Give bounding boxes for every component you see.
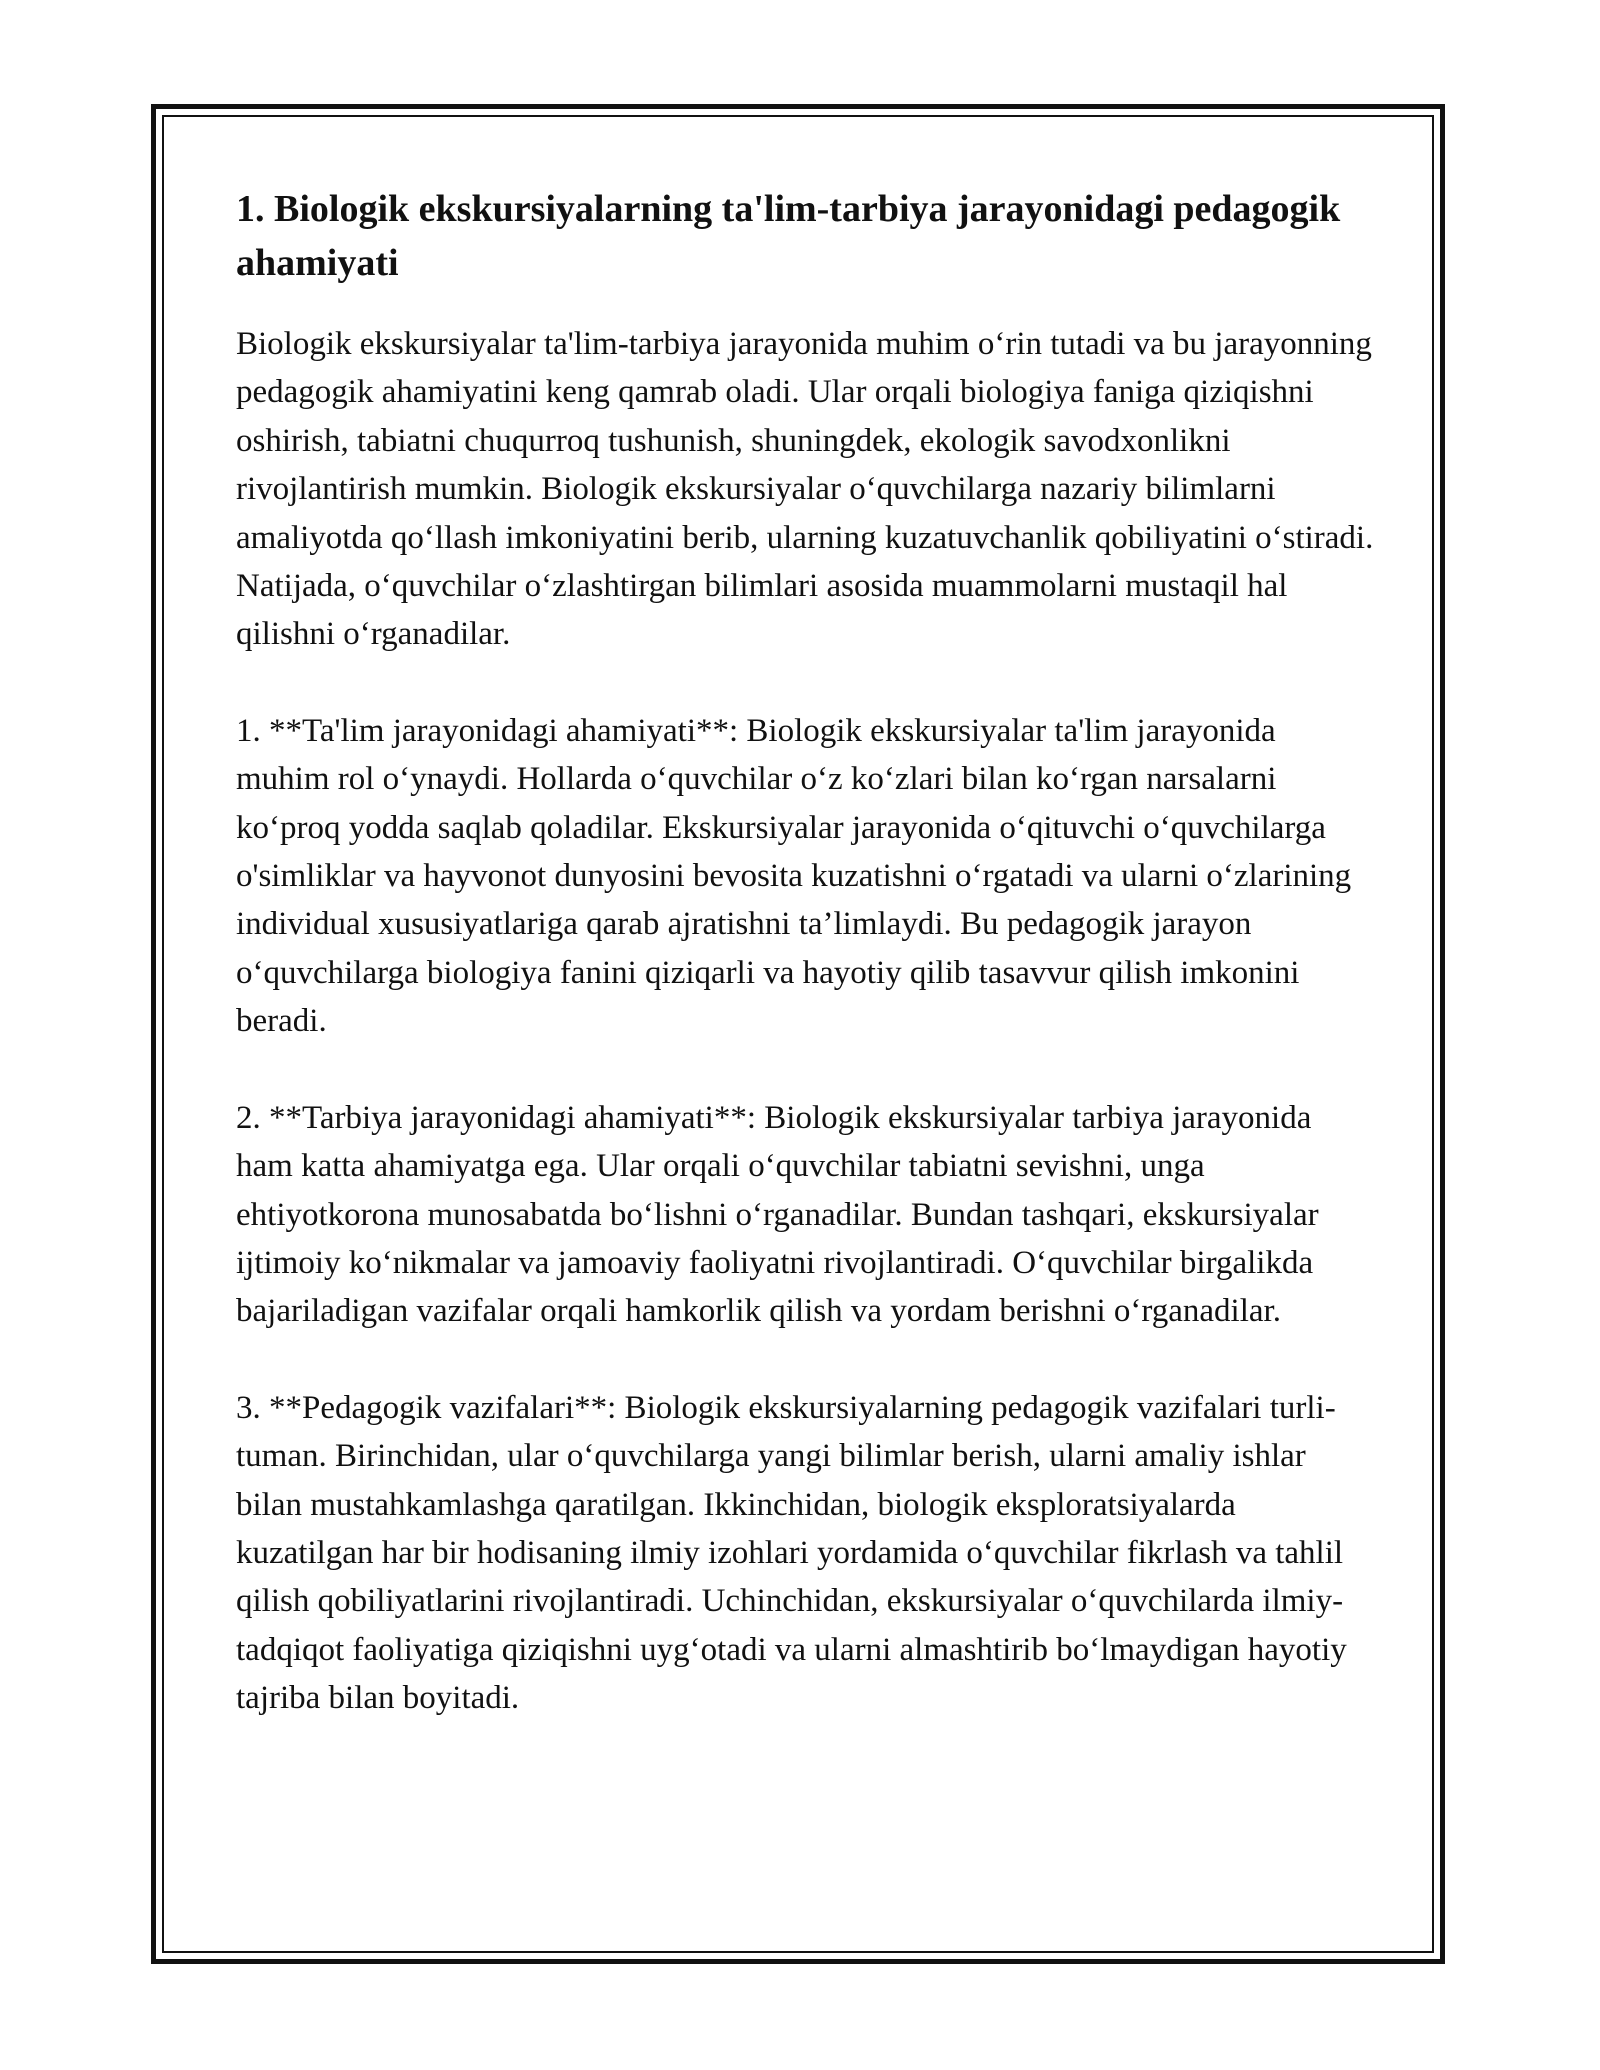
document-body: [236, 182, 1376, 1723]
paragraph-pedagogical-tasks: 3. **Pedagogik vazifalari**: Biologik ekskursiyalarning pedagogik vazifalari turli-tuman. Birinchidan, ular o‘quvchilarga yangi bilimlar berish, ularni amaliy ishlar bilan mustahkamlashga qaratilgan. Ikkinchidan, biologik eksploratsiyalarda kuzatilgan har bir hodisaning ilmiy izohlari yordamida o‘quvchilar fikrlash va tahlil qilish qobiliyatlarini rivojlantiradi. Uchinchidan, ekskursiyalar o‘quvchilarda ilmiy-tadqiqot faoliyatiga qiziqishni uyg‘otadi va ularni almashtirib bo‘lmaydigan hayotiy tajriba bilan boyitadi.: [236, 1389, 1347, 1717]
section-heading: 1. Biologik ekskursiyalarning ta'lim-tarbiya jarayonidagi pedagogik ahamiyati: [236, 188, 1341, 284]
paragraph-upbringing-importance: 2. **Tarbiya jarayonidagi ahamiyati**: Biologik ekskursiyalar tarbiya jarayonida ham katta ahamiyatga ega. Ular orqali o‘quvchilar tabiatni sevishni, unga ehtiyotkorona munosabatda bo‘lishni o‘rganadilar. Bundan tashqari, ekskursiyalar ijtimoiy ko‘nikmalar va jamoaviy faoliyatni rivojlantiradi. O‘quvchilar birgalikda bajariladigan vazifalar orqali hamkorlik qilish va yordam berishni o‘rganadilar.: [236, 1099, 1319, 1330]
paragraph-education-importance: 1. **Ta'lim jarayonidagi ahamiyati**: Biologik ekskursiyalar ta'lim jarayonida muhim rol o‘ynaydi. Hollarda o‘quvchilar o‘z ko‘zlari bilan ko‘rgan narsalarni ko‘proq yodda saqlab qoladilar. Ekskursiyalar jarayonida o‘qituvchi o‘quvchilarga o'simliklar va hayvonot dunyosini bevosita kuzatishni o‘rgatadi va ularni o‘zlarining individual xususiyatlariga qarab ajratishni ta’limlaydi. Bu pedagogik jarayon o‘quvchilarga biologiya fanini qiziqarli va hayotiy qilib tasavvur qilish imkonini beradi.: [236, 712, 1352, 1040]
intro-paragraph: Biologik ekskursiyalar ta'lim-tarbiya jarayonida muhim o‘rin tutadi va bu jarayonning pedagogik ahamiyatini keng qamrab oladi. Ular orqali biologiya faniga qiziqishni oshirish, tabiatni chuqurroq tushunish, shuningdek, ekologik savodxonlikni rivojlantirish mumkin. Biologik ekskursiyalar o‘quvchilarga nazariy bilimlarni amaliyotda qo‘llash imkoniyatini berib, ularning kuzatuvchanlik qobiliyatini o‘stiradi. Natijada, o‘quvchilar o‘zlashtirgan bilimlari asosida muammolarni mustaqil hal qilishni o‘rganadilar.: [236, 326, 1374, 653]
